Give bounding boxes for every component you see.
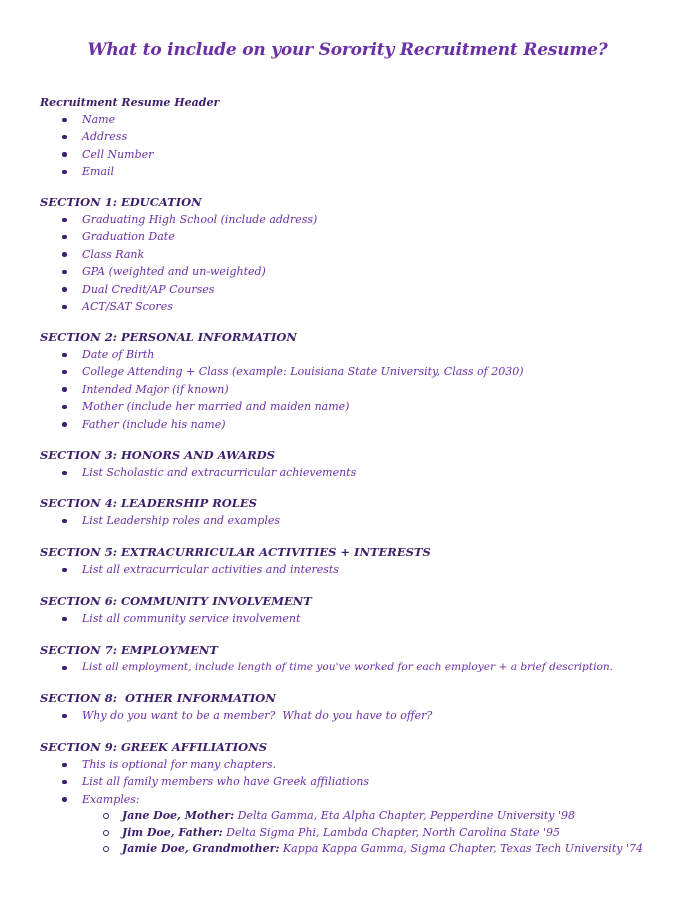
list-item: Examples: [40, 791, 680, 808]
section-extracurricular [40, 544, 680, 578]
example-detail: Delta Gamma, Eta Alpha Chapter, Pepperdine University '98 [234, 809, 576, 823]
section-heading: SECTION 8: OTHER INFORMATION [40, 691, 276, 705]
example-item [40, 825, 680, 841]
list-item: Mother (include her married and maiden name) [40, 398, 680, 415]
page-title: What to include on your Sorority Recruitment Resume? [87, 40, 608, 60]
section-heading: SECTION 4: LEADERSHIP ROLES [40, 496, 257, 510]
list-item: Cell Number [40, 146, 680, 163]
list-item: Why do you want to be a member? What do you have to offer? [40, 707, 680, 724]
list-item: Father (include his name) [40, 416, 680, 433]
list-item: Name [40, 111, 680, 128]
list-item: ACT/SAT Scores [40, 298, 680, 315]
examples-list [40, 808, 680, 857]
list-item: List Leadership roles and examples [40, 512, 680, 529]
section-heading: SECTION 3: HONORS AND AWARDS [40, 448, 275, 462]
list-item: Dual Credit/AP Courses [40, 281, 680, 298]
list-item: Email [40, 163, 680, 180]
list-item: GPA (weighted and un-weighted) [40, 263, 680, 280]
example-detail: Kappa Kappa Gamma, Sigma Chapter, Texas Tech University '74 [279, 841, 643, 855]
bullet-list [40, 346, 680, 433]
section-heading: SECTION 7: EMPLOYMENT [40, 643, 218, 657]
example-name: Jim Doe, Father: [122, 825, 223, 839]
section-education [40, 194, 680, 315]
section-leadership-roles [40, 495, 680, 529]
section-honors-awards [40, 447, 680, 481]
bullet-list [40, 211, 680, 315]
list-item: College Attending + Class (example: Louisiana State University, Class of 2030) [40, 363, 680, 380]
example-name: Jane Doe, Mother: [122, 809, 235, 823]
section-heading: SECTION 6: COMMUNITY INVOLVEMENT [40, 594, 312, 608]
example-name: Jamie Doe, Grandmother: [122, 841, 280, 855]
example-item [40, 808, 680, 824]
example-item [40, 841, 680, 857]
section-personal-information [40, 329, 680, 433]
section-greek-affiliations [40, 739, 680, 857]
bullet-list [40, 707, 680, 724]
list-item: This is optional for many chapters. [40, 756, 680, 773]
list-item: List all extracurricular activities and interests [40, 561, 680, 578]
section-heading: SECTION 1: EDUCATION [40, 195, 202, 209]
list-item: List all employment, include length of time you've worked for each employer + a brief description. [40, 659, 680, 676]
list-item: Graduation Date [40, 228, 680, 245]
bullet-list [40, 512, 680, 529]
list-item: List Scholastic and extracurricular achievements [40, 464, 680, 481]
bullet-list [40, 561, 680, 578]
list-item: Date of Birth [40, 346, 680, 363]
section-heading: Recruitment Resume Header [40, 96, 220, 109]
section-heading: SECTION 2: PERSONAL INFORMATION [40, 330, 297, 344]
section-heading: SECTION 5: EXTRACURRICULAR ACTIVITIES + INTERESTS [40, 545, 431, 559]
bullet-list [40, 111, 680, 181]
bullet-list [40, 659, 680, 676]
section-other-information [40, 690, 680, 724]
list-item: Intended Major (if known) [40, 381, 680, 398]
list-item: List all family members who have Greek affiliations [40, 773, 680, 790]
bullet-list [40, 464, 680, 481]
list-item: Address [40, 128, 680, 145]
list-item: Graduating High School (include address) [40, 211, 680, 228]
example-detail: Delta Sigma Phi, Lambda Chapter, North Carolina State '95 [222, 825, 561, 839]
bullet-list [40, 756, 680, 808]
resume-header-section [40, 94, 680, 181]
section-heading: SECTION 9: GREEK AFFILIATIONS [40, 740, 268, 754]
section-community-involvement [40, 593, 680, 627]
list-item: Class Rank [40, 246, 680, 263]
section-employment [40, 642, 680, 676]
list-item: List all community service involvement [40, 610, 680, 627]
bullet-list [40, 610, 680, 627]
